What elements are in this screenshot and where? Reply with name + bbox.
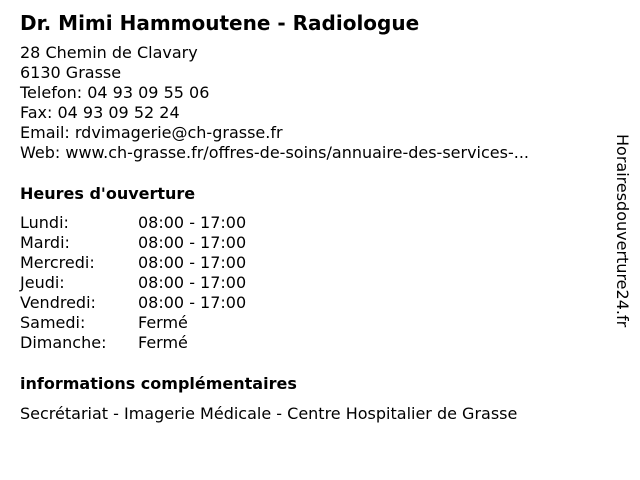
day-label: Dimanche:	[20, 333, 107, 352]
day-label: Jeudi:	[20, 273, 65, 292]
address-city: 6130 Grasse	[20, 63, 122, 82]
time-value: 08:00 - 17:00	[138, 233, 247, 252]
time-value: 08:00 - 17:00	[138, 253, 247, 272]
time-value: Fermé	[138, 333, 188, 352]
day-label: Lundi:	[20, 213, 69, 232]
address-street: 28 Chemin de Clavary	[20, 43, 198, 62]
opening-hours-heading: Heures d'ouverture	[20, 184, 196, 203]
fax-number: Fax: 04 93 09 52 24	[20, 103, 180, 122]
site-watermark: Horairesdouverture24.fr	[613, 134, 632, 328]
website-url: Web: www.ch-grasse.fr/offres-de-soins/annuaire-des-services-...	[20, 143, 529, 162]
time-value: Fermé	[138, 313, 188, 332]
day-label: Mercredi:	[20, 253, 95, 272]
time-value: 08:00 - 17:00	[138, 293, 247, 312]
additional-info-heading: informations complémentaires	[20, 374, 297, 393]
additional-info-text: Secrétariat - Imagerie Médicale - Centre Hospitalier de Grasse	[20, 404, 518, 423]
contact-info	[20, 43, 529, 163]
email-address: Email: rdvimagerie@ch-grasse.fr	[20, 123, 283, 142]
day-label: Samedi:	[20, 313, 86, 332]
time-value: 08:00 - 17:00	[138, 273, 247, 292]
day-label: Mardi:	[20, 233, 70, 252]
time-value: 08:00 - 17:00	[138, 213, 247, 232]
day-label: Vendredi:	[20, 293, 96, 312]
phone-number: Telefon: 04 93 09 55 06	[20, 83, 210, 102]
page-title: Dr. Mimi Hammoutene - Radiologue	[20, 11, 420, 35]
